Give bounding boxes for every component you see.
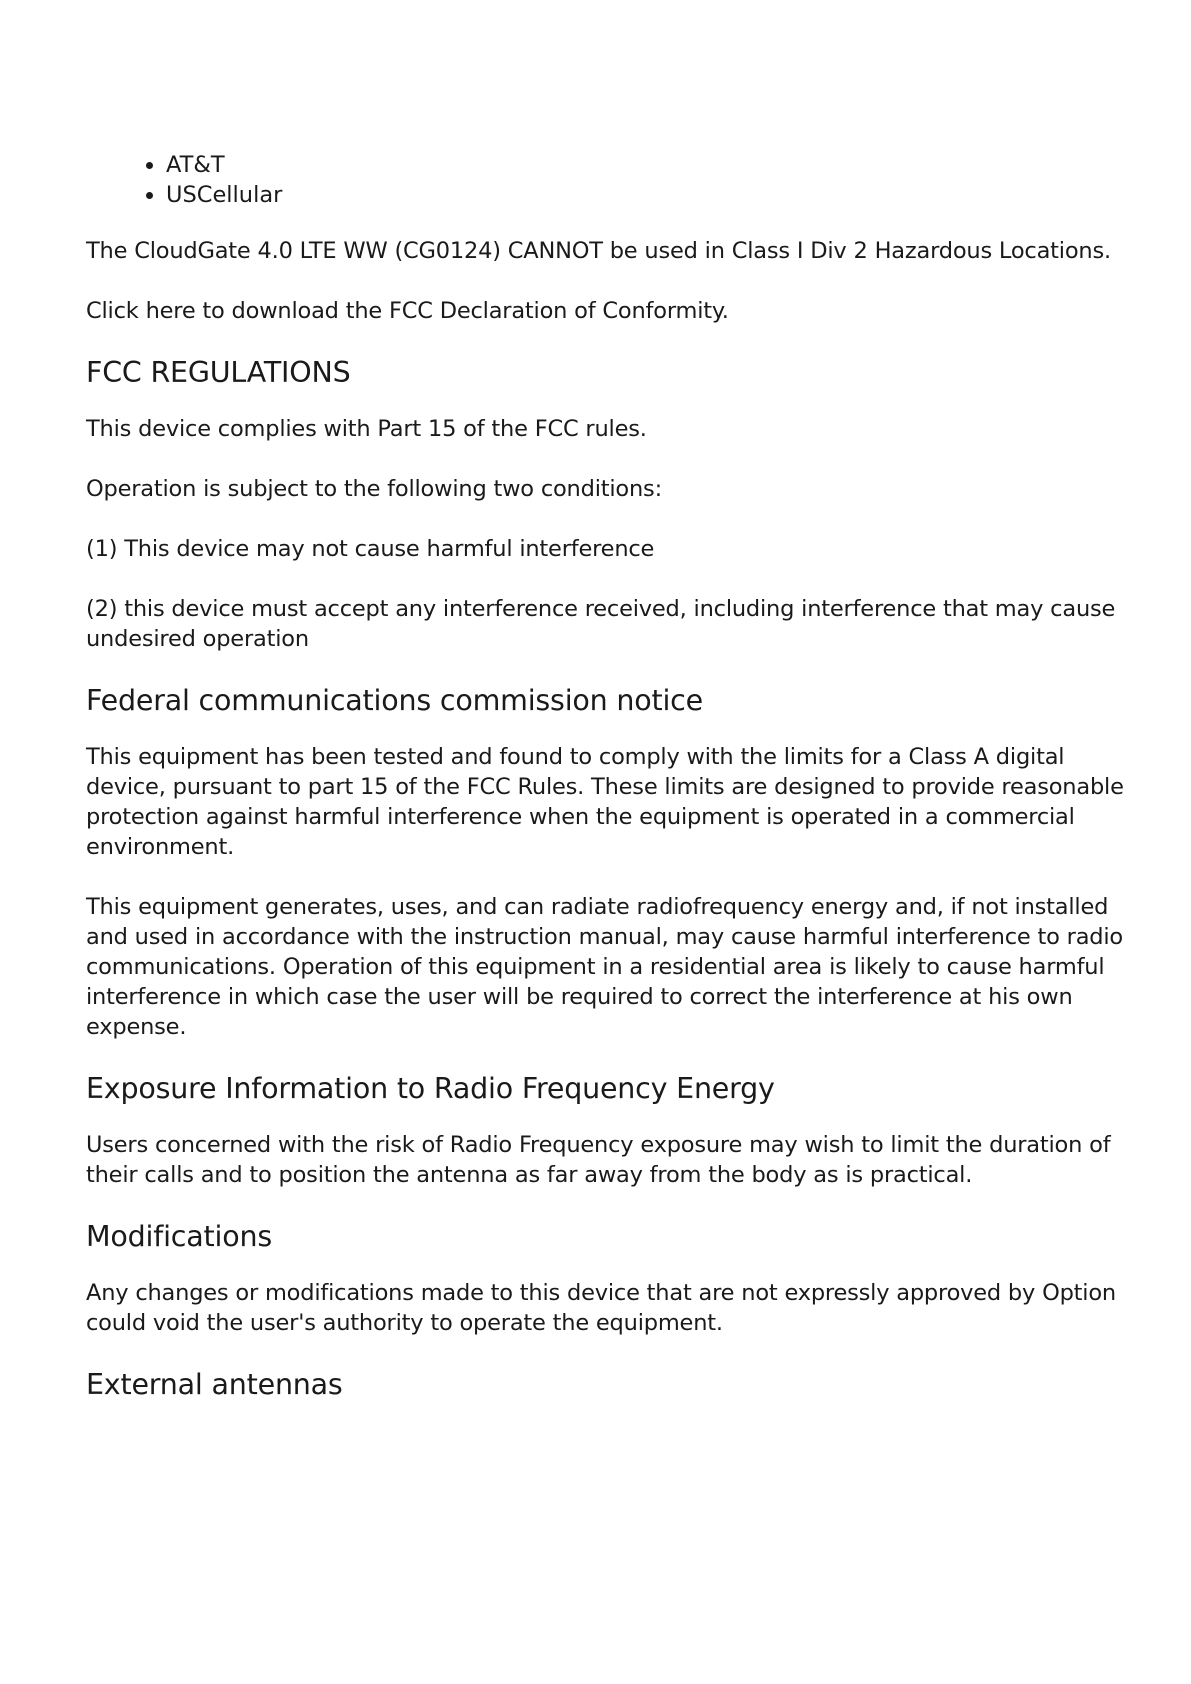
fcc-notice-paragraph: This equipment has been tested and found to comply with the limits for a Class A digital device, pursuant to part 15 of the FCC Rules. These limits are designed to provide reasonable protection against harmful interference when the equipment is operated in a commercial environment.	[86, 744, 1124, 860]
fcc-condition-1: (1) This device may not cause harmful interference	[86, 536, 655, 562]
fcc-regulations-paragraph: This device complies with Part 15 of the FCC rules.	[86, 416, 647, 442]
carrier-list	[86, 150, 1126, 210]
external-antennas-heading: External antennas	[86, 1368, 343, 1401]
fcc-notice-paragraph: This equipment generates, uses, and can radiate radiofrequency energy and, if not installed and used in accordance with the instruction manual, may cause harmful interference to radio communications. Operation of this equipment in a residential area is likely to cause harmful interference in which case the user will be required to correct the interference at his own expense.	[86, 894, 1123, 1040]
fcc-condition-2: (2) this device must accept any interference received, including interference that may cause undesired operation	[86, 596, 1116, 652]
hazard-notice: The CloudGate 4.0 LTE WW (CG0124) CANNOT be used in Class I Div 2 Hazardous Locations.	[86, 238, 1111, 264]
modifications-paragraph: Any changes or modifications made to this device that are not expressly approved by Option could void the user's authority to operate the equipment.	[86, 1280, 1116, 1336]
fcc-regulations-paragraph: Operation is subject to the following two conditions:	[86, 476, 662, 502]
modifications-heading: Modifications	[86, 1220, 272, 1253]
document-page	[86, 150, 1126, 1426]
fcc-regulations-heading: FCC REGULATIONS	[86, 356, 351, 389]
carrier-item-uscellular: • USCellular	[166, 180, 1126, 210]
fcc-notice-heading: Federal communications commission notice	[86, 684, 703, 717]
rf-exposure-heading: Exposure Information to Radio Frequency Energy	[86, 1072, 775, 1105]
rf-exposure-paragraph: Users concerned with the risk of Radio Frequency exposure may wish to limit the duration of their calls and to position the antenna as far away from the body as is practical.	[86, 1132, 1111, 1188]
carrier-item-att: • AT&T	[166, 150, 1126, 180]
download-declaration-link[interactable]: Click here to download the FCC Declaration of Conformity.	[86, 298, 729, 324]
